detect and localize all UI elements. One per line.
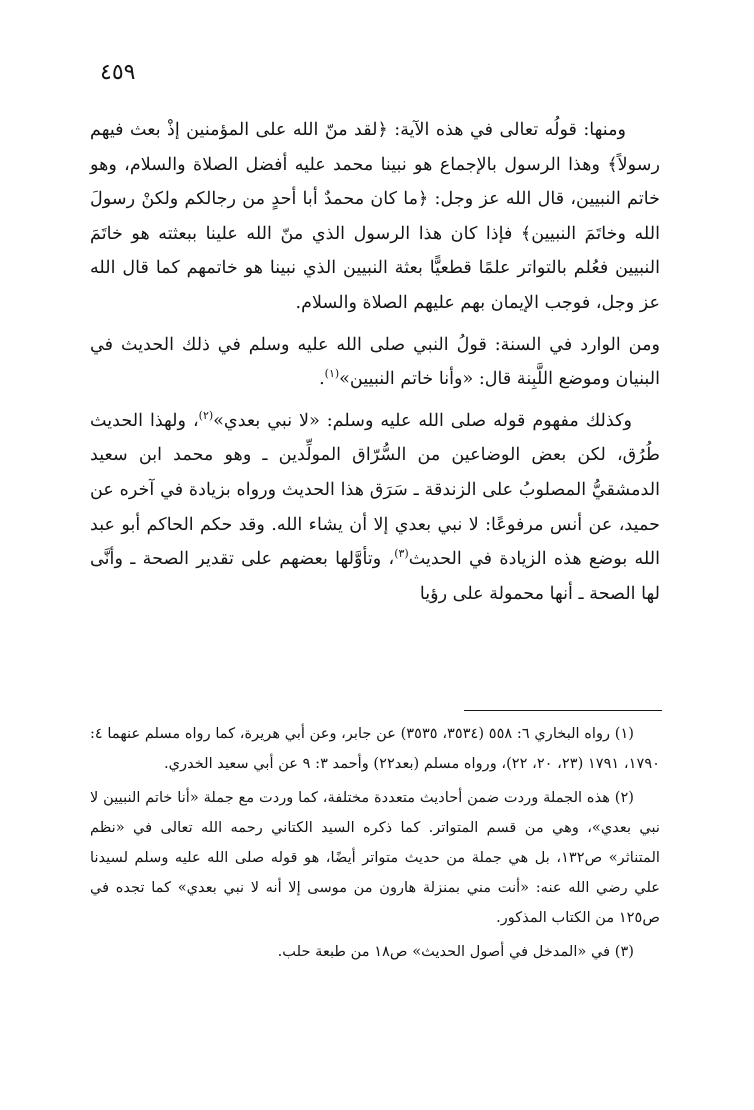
paragraph-text: ، وتأوَّلها بعضهم على تقدير الصحة ـ وأنَّى لها الصحة ـ أنها محمولة على رؤيا bbox=[90, 549, 660, 604]
footnote-ref: (٢) bbox=[198, 408, 214, 422]
paragraph bbox=[90, 404, 660, 612]
paragraph-text: ومن الوارد في السنة: قولُ النبي صلى الله عليه وسلم في ذلك الحديث في البنيان وموضع اللَّبِنة قال: «وأنا خاتم النبيين» bbox=[90, 334, 660, 390]
page-number: ٤٥٩ bbox=[100, 60, 136, 85]
footnote-ref: (٣) bbox=[394, 547, 409, 561]
footnote-divider bbox=[464, 710, 662, 711]
paragraph: ومنها: قولُه تعالى في هذه الآية: ﴿لقد منّ الله على المؤمنين إذْ بعث فيهم رسولاً﴾ وهذا الرسول بالإجماع هو نبينا محمد عليه أفضل الصلاة والسلام، وهو خاتم النبيين، قال الله عز وجل: ﴿ما كان محمدٌ أبا أحدٍ من رجالكم ولكنْ رسولَ الله وخاتَمَ النبيين﴾ فإذا كان هذا الرسول الذي منّ الله علينا ببعثته هو خاتَمَ النبيين فعُلم بالتواتر علمًا قطعيًّا بعثة النبيين الذي نبينا هو خاتمهم كما قال الله عز وجل، فوجب الإيمان بهم عليهم الصلاة والسلام. bbox=[90, 120, 660, 313]
paragraph-text: ، ولهذا الحديث طُرُق، لكن بعض الوضاعين من السُّرّاق المولِّدين ـ وهو محمد ابن سعيد الدمشقيُّ المصلوبُ على الزندقة ـ سَرَق هذا الحديث ورواه بزيادة في آخره عن حميد، عن أنس مرفوعًا: لا نبي بعدي إلا أن يشاء الله. وقد حكم الحاكم أبو عبد الله بوضع هذه الزيادة في الحديث bbox=[90, 410, 660, 570]
paragraph-text: وكذلك مفهوم قوله صلى الله عليه وسلم: «لا نبي بعدي» bbox=[213, 410, 633, 431]
end-mark: . bbox=[319, 369, 325, 390]
footnote: (٢) هذه الجملة وردت ضمن أحاديث متعددة مختلفة، كما وردت مع جملة «أنا خاتم النبيين لا نبي بعدي»، وهي من قسم المتواتر. كما ذكره السيد الكتاني رحمه الله تعالى في «نظم المتناثر» ص١٣٢، بل هي جملة من حديث متواتر أيضًا، هو قوله صلى الله عليه وسلم لسيدنا علي رضي الله عنه: «أنت مني بمنزلة هارون من موسى إلا أنه لا نبي بعدي» كما تجده في ص١٢٥ من الكتاب المذكور. bbox=[90, 789, 660, 926]
footnotes bbox=[90, 719, 660, 971]
footnote: (١) رواه البخاري ٦: ٥٥٨ (٣٥٣٤، ٣٥٣٥) عن جابر، وعن أبي هريرة، كما رواه مسلم عنهما ٤: ١٧٩٠، ١٧٩١ (٢٣، ٢٠، ٢٢)، ورواه مسلم (بعد٢٢) وأحمد ٣: ٩ عن أبي سعيد الخدري. bbox=[90, 725, 660, 772]
footnote: (٣) في «المدخل في أصول الحديث» ص١٨ من طبعة حلب. bbox=[277, 943, 634, 960]
main-text bbox=[90, 113, 660, 611]
paragraph bbox=[90, 328, 660, 397]
footnote-ref: (١) bbox=[324, 367, 340, 381]
